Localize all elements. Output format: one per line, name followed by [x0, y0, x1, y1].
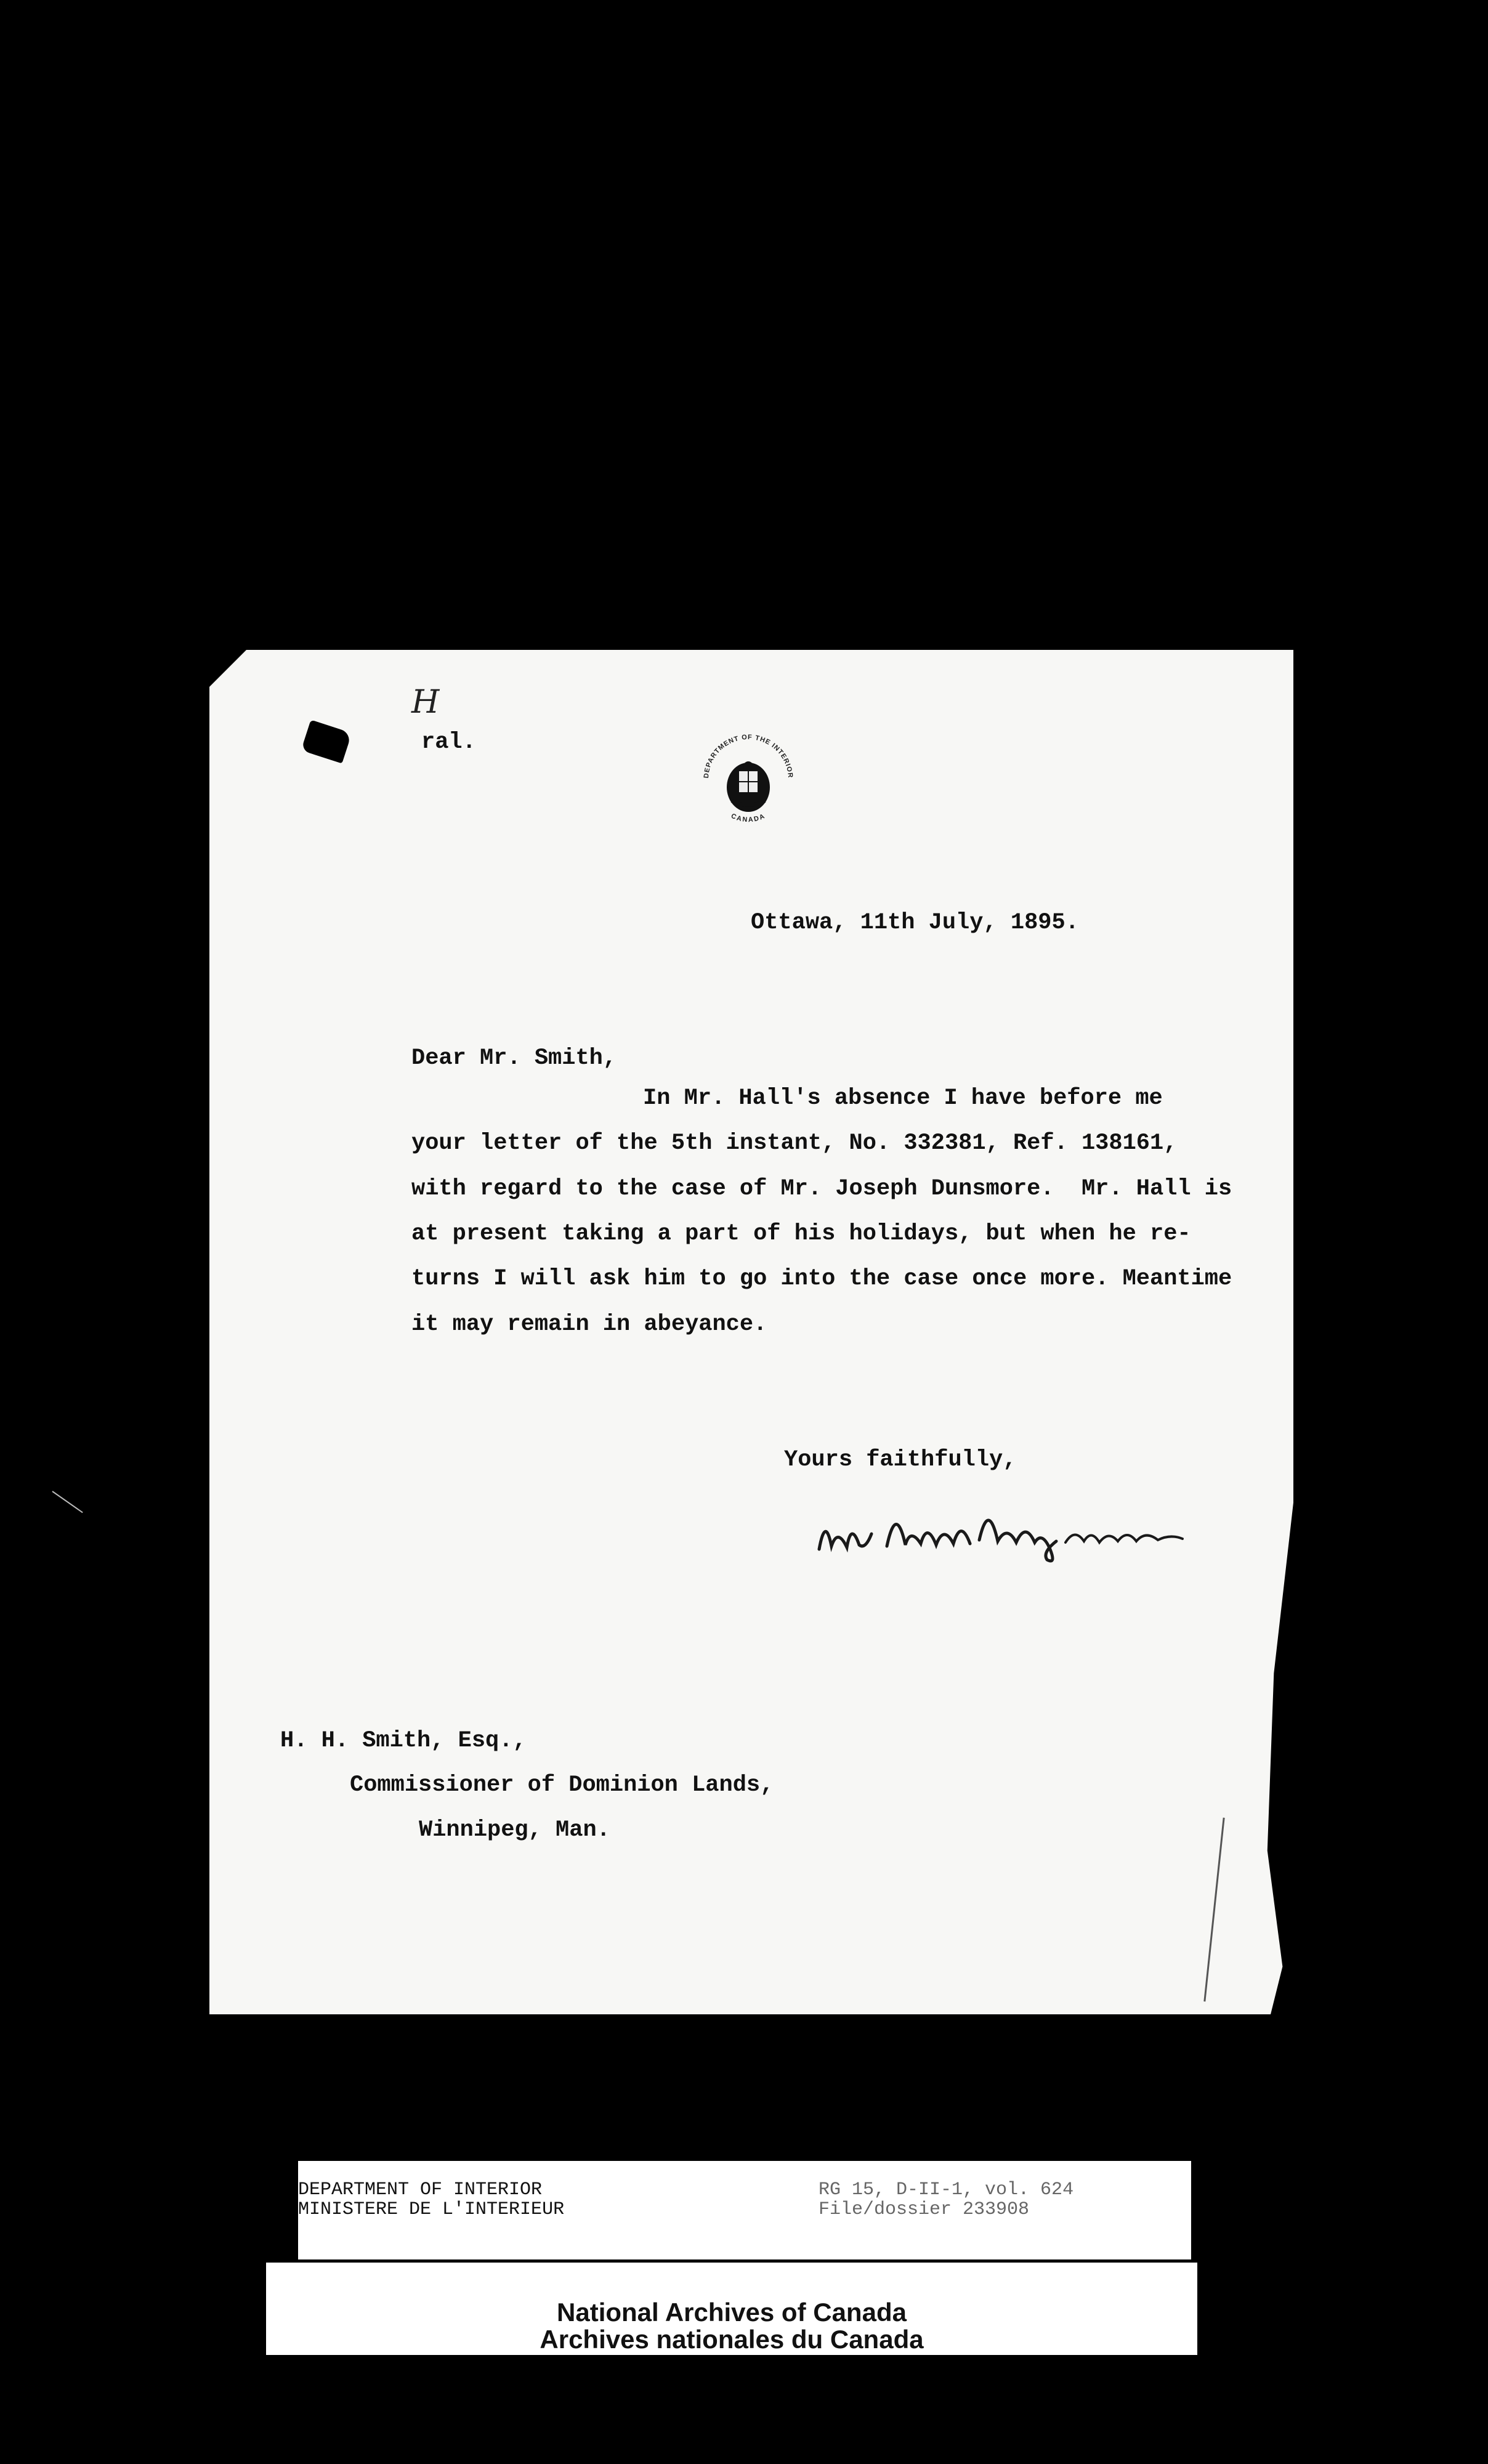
date-line: Ottawa, 11th July, 1895. [751, 910, 1079, 936]
body-line: turns I will ask him to go into the case once more. Meantime [411, 1266, 1232, 1292]
archives-name-english: National Archives of Canada [557, 2298, 907, 2327]
closing: Yours faithfully, [784, 1447, 1017, 1473]
archive-reference-label [298, 2161, 1191, 2259]
svg-text:CANADA: CANADA [730, 812, 767, 824]
body-line: it may remain in abeyance. [411, 1311, 767, 1337]
recipient-name: H. H. Smith, Esq., [280, 1728, 527, 1754]
svg-text:DEPARTMENT OF THE INTERIOR: DEPARTMENT OF THE INTERIOR [702, 733, 795, 779]
department-seal-icon [696, 727, 801, 832]
file-code: ral. [421, 729, 476, 755]
salutation: Dear Mr. Smith, [411, 1045, 617, 1071]
scan-artifact [52, 1491, 83, 1513]
archives-banner [266, 2263, 1197, 2355]
archives-name-french: Archives nationales du Canada [540, 2325, 924, 2354]
department-english: DEPARTMENT OF INTERIOR [298, 2179, 543, 2200]
file-number: File/dossier 233908 [819, 2199, 1030, 2220]
body-line: your letter of the 5th instant, No. 332381, Ref. 138161, [411, 1130, 1178, 1156]
body-line: at present taking a part of his holidays, but when he re- [411, 1221, 1191, 1247]
signature [813, 1491, 1207, 1565]
handwritten-mark: H [411, 684, 440, 721]
body-line: with regard to the case of Mr. Joseph Dunsmore. Mr. Hall is [411, 1176, 1232, 1202]
folded-corner [209, 650, 246, 687]
reference-number: RG 15, D-II-1, vol. 624 [819, 2179, 1074, 2200]
department-french: MINISTERE DE L'INTERIEUR [298, 2199, 565, 2220]
body-line: In Mr. Hall's absence I have before me [643, 1085, 1163, 1111]
recipient-title: Commissioner of Dominion Lands, [350, 1772, 774, 1798]
recipient-location: Winnipeg, Man. [419, 1817, 610, 1843]
